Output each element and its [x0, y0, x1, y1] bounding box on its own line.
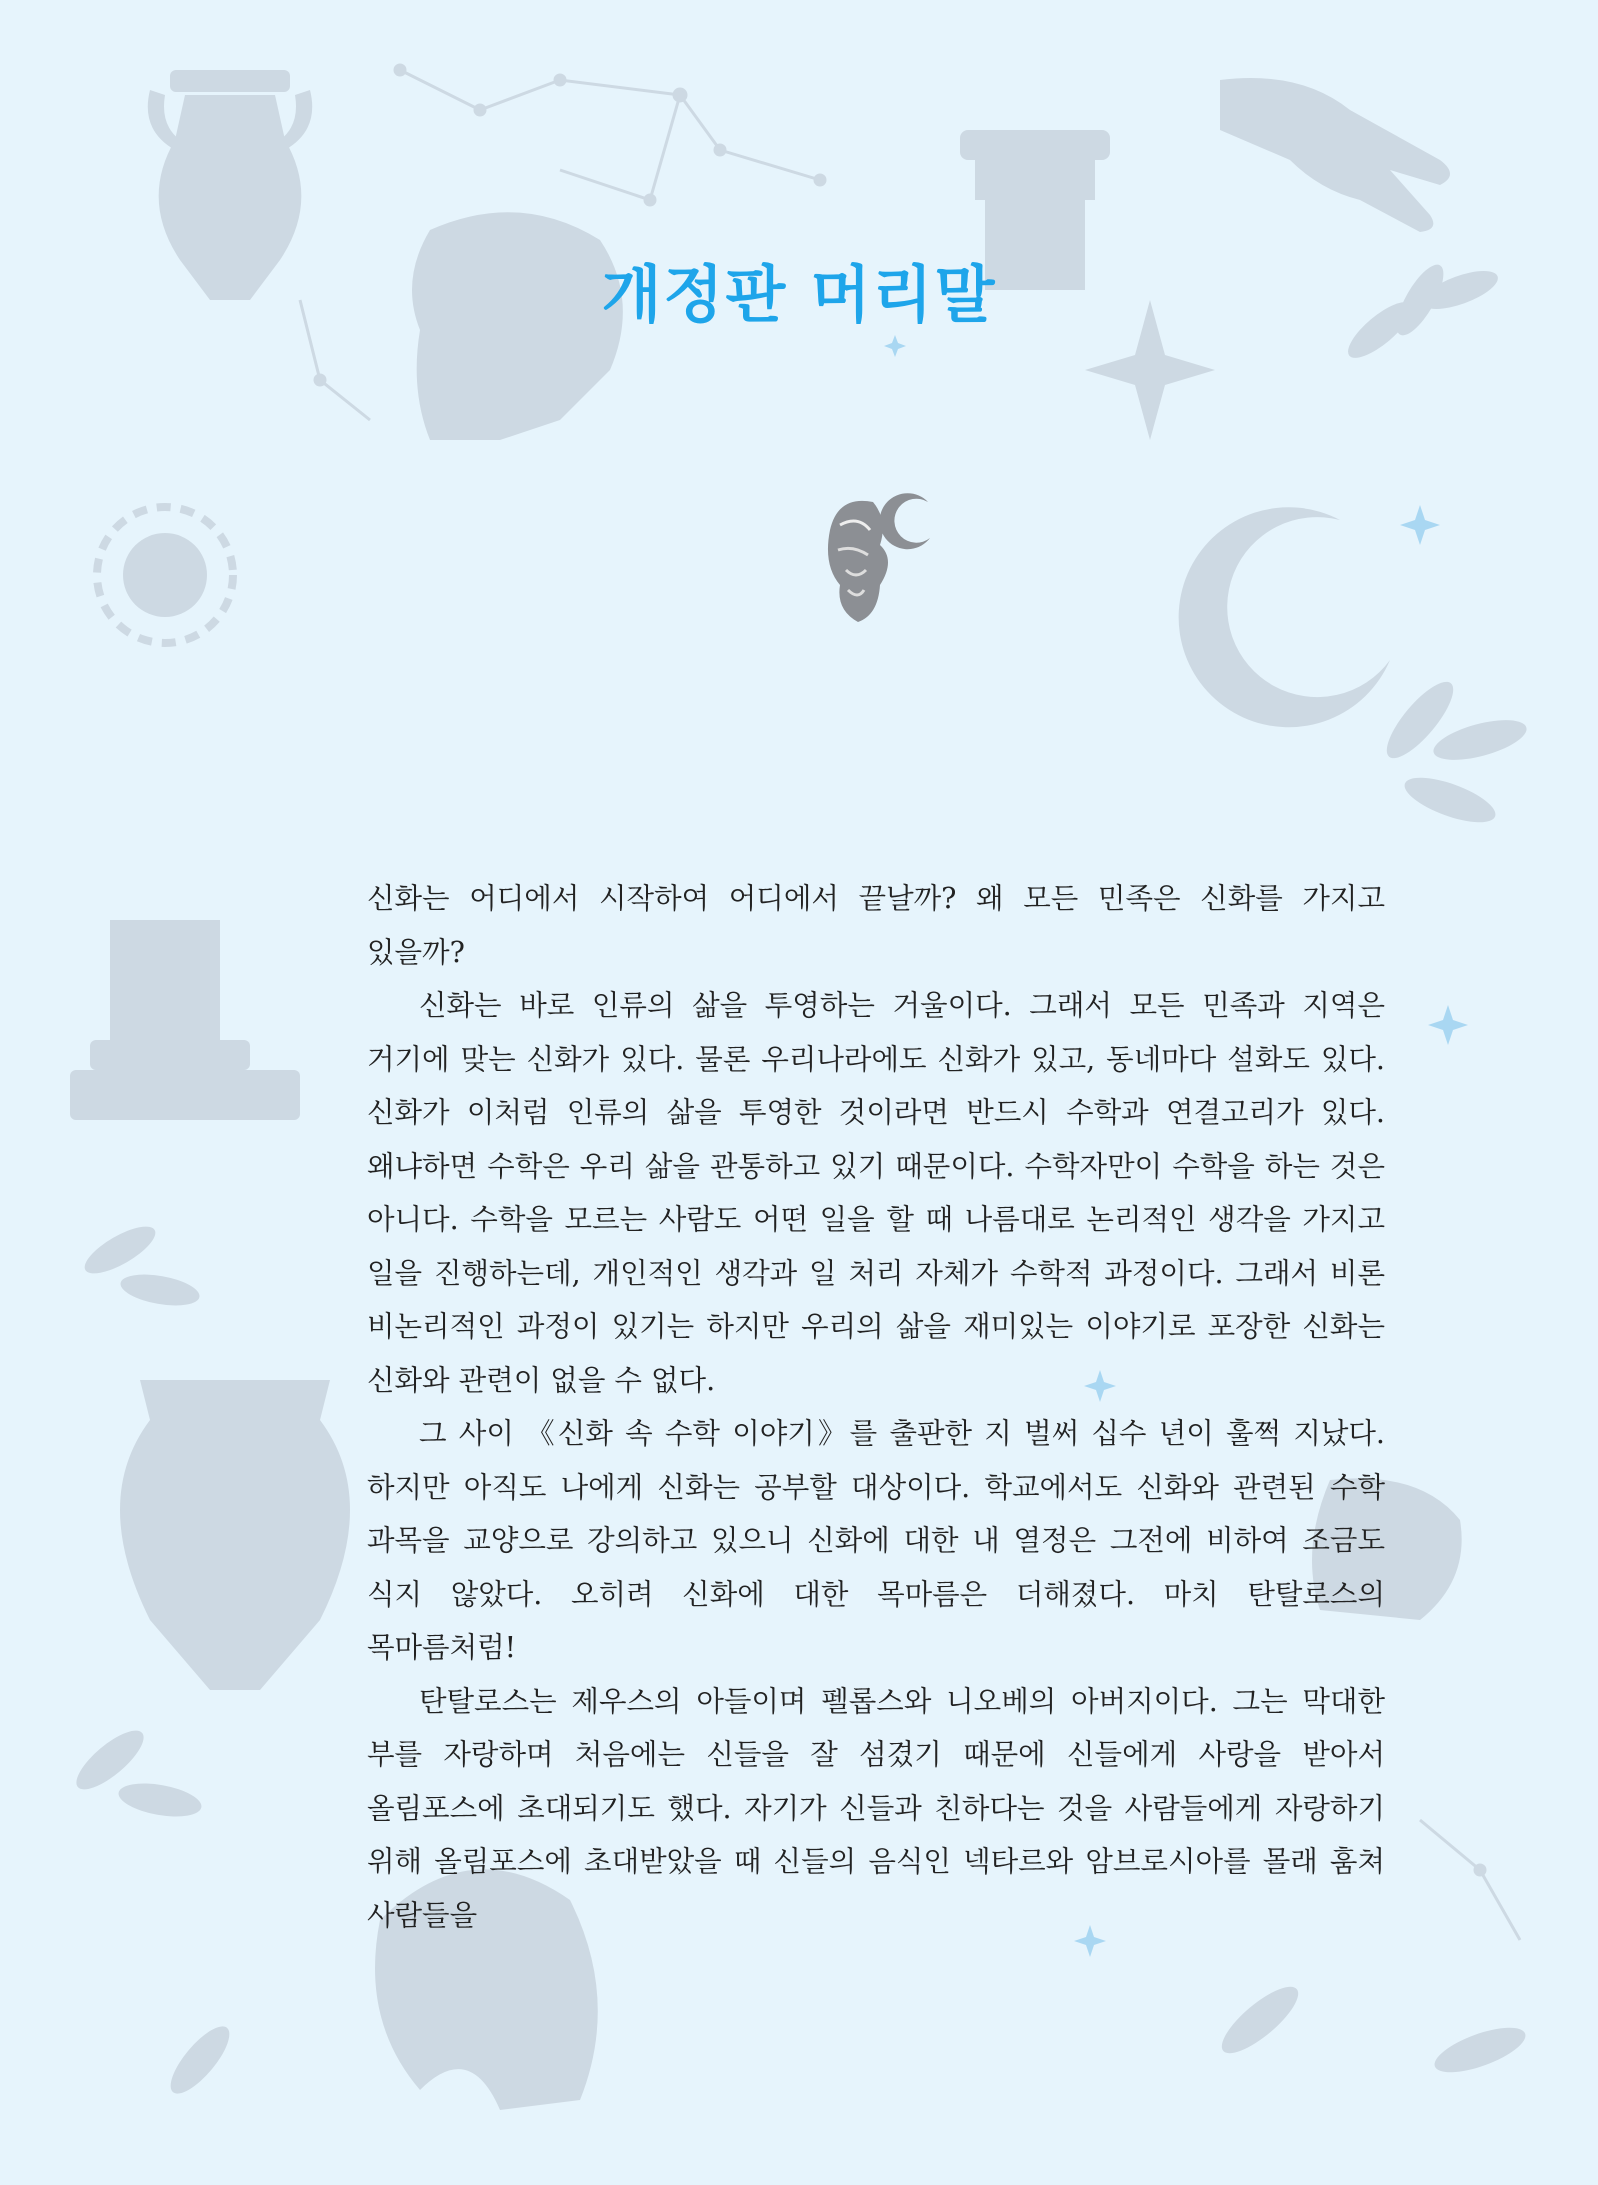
- paragraph: 그 사이 《신화 속 수학 이야기》를 출판한 지 벌써 십수 년이 훌쩍 지났다. 하지만 아직도 나에게 신화는 공부할 대상이다. 학교에서도 신화와 관련된 수학 과목을 교양으로 강의하고 있으니 신화에 대한 내 열정은 그전에 비하여 조금도 식지 않았다. 오히려 신화에 대한 목마름은 더해졌다. 마치 탄탈로스의 목마름처럼!: [367, 1417, 1385, 1664]
- hand-icon: [1220, 78, 1450, 232]
- paragraph: 탄탈로스는 제우스의 아들이며 펠롭스와 니오베의 아버지이다. 그는 막대한 부를 자랑하며 처음에는 신들을 잘 섬겼기 때문에 신들에게 사랑을 받아서 올림포스에 초대되기도 했다. 자기가 신들과 친하다는 것을 사람들에게 자랑하기 위해 올림포스에 초대받았을 때 신들의 음식인 넥타르와 암브로시아를 몰래 훔쳐 사람들을: [367, 1684, 1385, 1932]
- vase-icon: [120, 1380, 350, 1690]
- broken-column-icon: [70, 920, 300, 1120]
- crescent-moon-bg-icon: [1179, 507, 1390, 727]
- bust-moon-emblem-icon: [818, 490, 938, 625]
- sun-icon: [97, 507, 233, 643]
- page-title: 개정판 머리말: [601, 258, 997, 331]
- paragraph: 신화는 바로 인류의 삶을 투영하는 거울이다. 그래서 모든 민족과 지역은 거기에 맞는 신화가 있다. 물론 우리나라에도 신화가 있고, 동네마다 설화도 있다. 신화가 이처럼 인류의 삶을 투영한 것이라면 반드시 수학과 연결고리가 있다. 왜냐하면 수학은 우리 삶을 관통하고 있기 때문이다. 수학자만이 수학을 하는 것은 아니다. 수학을 모르는 사람도 어떤 일을 할 때 나름대로 논리적인 생각을 가지고 일을 진행하는데, 개인적인 생각과 일 처리 자체가 수학적 과정이다. 그래서 비론 비논리적인 과정이 있기는 하지만 우리의 삶을 재미있는 이야기로 포장한 신화는 신화와 관련이 없을 수 없다.: [367, 989, 1385, 1397]
- paragraph: 신화는 어디에서 시작하여 어디에서 끝날까? 왜 모든 민족은 신화를 가지고 있을까?: [367, 882, 1385, 969]
- preface-body: [367, 872, 1385, 1942]
